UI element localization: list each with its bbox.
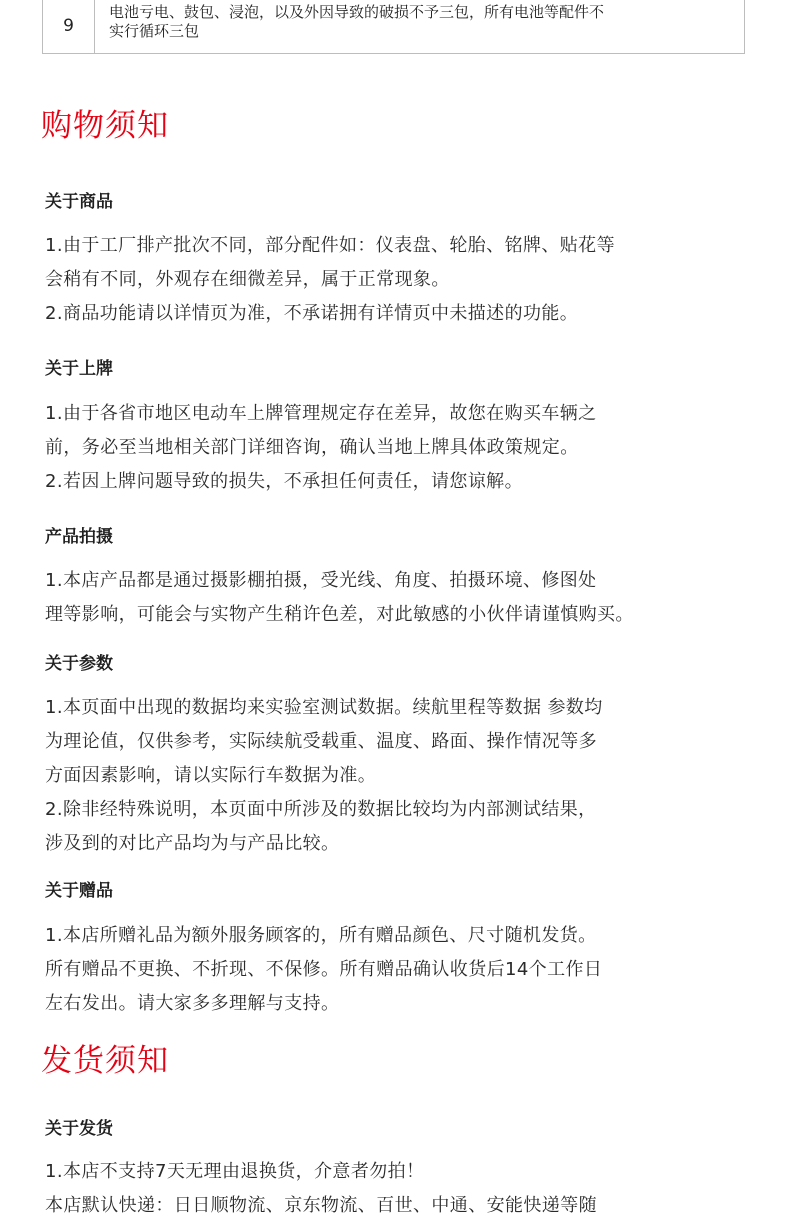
row-description: 电池亏电、鼓包、浸泡，以及外因导致的破损不予三包，所有电池等配件不 实行循环三包 <box>109 3 605 40</box>
products-body: 1.由于工厂排产批次不同，部分配件如：仪表盘、轮胎、铭牌、贴花等 会稍有不同，外观存在细微差异，属于正常现象。 2.商品功能请以详情页为准，不承诺拥有详情页中未描述的功能。 <box>45 235 615 324</box>
registration-heading: 关于上牌 <box>45 359 113 379</box>
gifts-heading: 关于赠品 <box>45 881 113 901</box>
products-heading: 关于商品 <box>45 192 113 212</box>
row-number: 9 <box>43 0 95 53</box>
shipping-notice-title: 发货须知 <box>41 1043 169 1079</box>
parameters-body: 1.本页面中出现的数据均来实验室测试数据。续航里程等数据 参数均 为理论值，仅供参考，实际续航受载重、温度、路面、操作情况等多 方面因素影响，请以实际行车数据为准。 2.除非经特殊说明，本页面中所涉及的数据比较均为内部测试结果， 涉及到的对比产品均为与产品比较。 <box>45 697 603 854</box>
photography-body: 1.本店产品都是通过摄影棚拍摄，受光线、角度、拍摄环境、修图处 理等影响，可能会与实物产生稍许色差，对此敏感的小伙伴请谨慎购买。 <box>45 570 634 625</box>
registration-body: 1.由于各省市地区电动车上牌管理规定存在差异，故您在购买车辆之 前，务必至当地相关部门详细咨询，确认当地上牌具体政策规定。 2.若因上牌问题导致的损失，不承担任何责任，请您谅解。 <box>45 403 597 492</box>
gifts-body: 1.本店所赠礼品为额外服务顾客的，所有赠品颜色、尺寸随机发货。 所有赠品不更换、不折现、不保修。所有赠品确认收货后14个工作日 左右发出。请大家多多理解与支持。 <box>45 925 603 1014</box>
shipping-heading: 关于发货 <box>45 1119 113 1139</box>
parameters-heading: 关于参数 <box>45 654 113 674</box>
shopping-notice-title: 购物须知 <box>41 108 169 144</box>
photography-heading: 产品拍摄 <box>45 527 113 547</box>
shipping-body: 1.本店不支持7天无理由退换货，介意者勿拍！ 本店默认快递：日日顺物流、京东物流、百世、中通、安能快递等随 <box>45 1161 597 1216</box>
warranty-table-row <box>42 0 745 54</box>
